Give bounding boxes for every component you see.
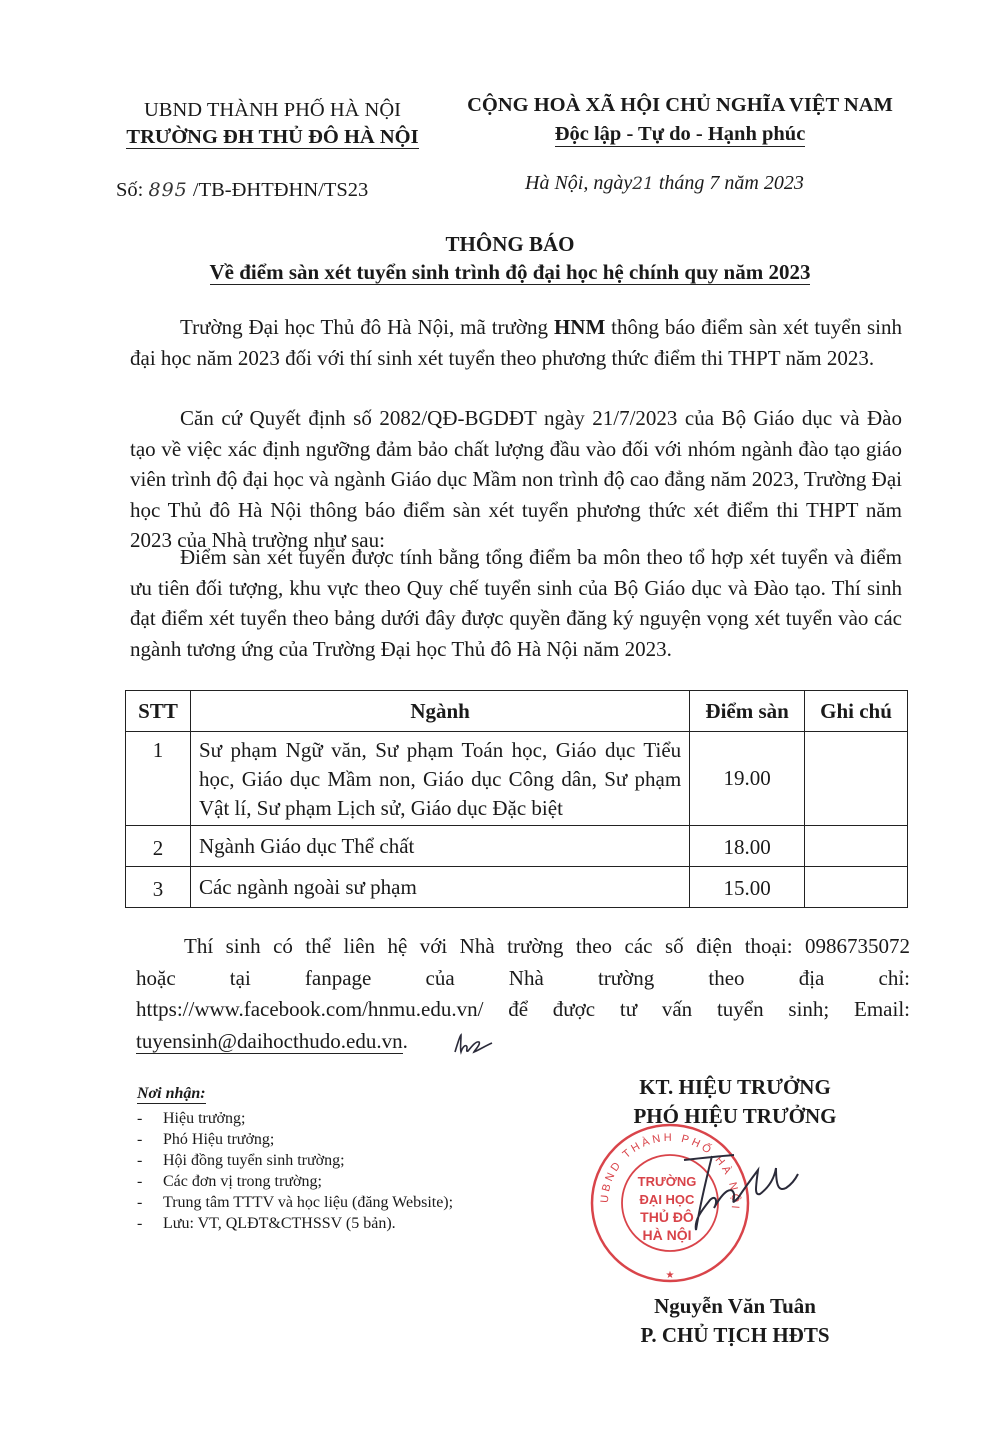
header-stt: STT bbox=[126, 691, 191, 732]
contact-paragraph bbox=[136, 931, 910, 1057]
handwritten-initial bbox=[452, 1032, 494, 1056]
school-name: TRƯỜNG ĐH THỦ ĐÔ HÀ NỘI bbox=[126, 126, 419, 148]
signature-title-2: PHÓ HIỆU TRƯỞNG bbox=[633, 1104, 837, 1128]
stamp-line: HÀ NỘI bbox=[642, 1227, 692, 1243]
header-ghi-chu: Ghi chú bbox=[805, 691, 908, 732]
cell-nganh: Sư phạm Ngữ văn, Sư phạm Toán học, Giáo dục Tiểu học, Giáo dục Mầm non, Giáo dục Công dân, Sư phạm Vật lí, Sư phạm Lịch sử, Giáo dục Đặc biệt bbox=[190, 732, 689, 826]
handwritten-day: 21 bbox=[632, 174, 654, 194]
cell-stt: 3 bbox=[126, 867, 191, 908]
stamp-line: THỦ ĐÔ bbox=[640, 1209, 694, 1225]
recipients-label: Nơi nhận: bbox=[137, 1085, 206, 1102]
signer-block bbox=[590, 1292, 880, 1350]
document-title bbox=[120, 230, 900, 286]
stamp-star-icon: ★ bbox=[665, 1270, 675, 1281]
signature-title-1: KT. HIỆU TRƯỞNG bbox=[639, 1075, 831, 1099]
paragraph-intro: Trường Đại học Thủ đô Hà Nội, mã trường HNM thông báo điểm sàn xét tuyển sinh đại học năm 2023 đối với thí sinh xét tuyển theo phương thức điểm thi THPT năm 2023. bbox=[130, 315, 902, 370]
score-table bbox=[125, 690, 908, 908]
header-diem-san: Điểm sàn bbox=[690, 691, 805, 732]
stamp-line: TRƯỜNG bbox=[637, 1174, 697, 1189]
signer-role: P. CHỦ TỊCH HĐTS bbox=[640, 1323, 830, 1347]
title-subject: Về điểm sàn xét tuyển sinh trình độ đại học hệ chính quy năm 2023 bbox=[209, 260, 811, 284]
recipients-block bbox=[137, 1083, 453, 1234]
cell-ghichu bbox=[805, 732, 908, 826]
list-item: - Hội đồng tuyển sinh trường; bbox=[137, 1150, 453, 1171]
school-code: HNM bbox=[553, 315, 606, 339]
handwritten-number: 895 bbox=[148, 179, 188, 201]
document-date: Hà Nội, ngày21 tháng 7 năm 2023 bbox=[525, 172, 804, 194]
table-row bbox=[126, 826, 908, 867]
list-item: - Lưu: VT, QLĐT&CTHSSV (5 bản). bbox=[137, 1213, 453, 1234]
cell-ghichu bbox=[805, 867, 908, 908]
cell-stt: 1 bbox=[126, 732, 191, 826]
list-item: - Phó Hiệu trưởng; bbox=[137, 1129, 453, 1150]
table-header-row bbox=[126, 691, 908, 732]
cell-ghichu bbox=[805, 826, 908, 867]
stamp-line: ĐẠI HỌC bbox=[639, 1192, 695, 1207]
contact-line: Thí sinh có thể liên hệ với Nhà trường theo các số điện thoại: 0986735072 bbox=[184, 934, 910, 958]
cell-diem: 15.00 bbox=[690, 867, 805, 908]
title-main: THÔNG BÁO bbox=[445, 232, 575, 256]
list-item: - Hiệu trưởng; bbox=[137, 1108, 453, 1129]
issuing-organization bbox=[100, 97, 445, 151]
list-item: - Các đơn vị trong trường; bbox=[137, 1171, 453, 1192]
cell-stt: 2 bbox=[126, 826, 191, 867]
country-name: CỘNG HOÀ XÃ HỘI CHỦ NGHĨA VIỆT NAM bbox=[467, 94, 893, 116]
cell-nganh: Các ngành ngoài sư phạm bbox=[190, 867, 689, 908]
contact-line: hoặc tại fanpage của Nhà trường theo địa chỉ: bbox=[136, 965, 910, 990]
national-motto bbox=[440, 91, 920, 149]
cell-diem: 18.00 bbox=[690, 826, 805, 867]
signer-name: Nguyễn Văn Tuân bbox=[654, 1294, 816, 1318]
paragraph-rules: Điểm sàn xét tuyển được tính bằng tổng điểm ba môn theo tổ hợp xét tuyển và điểm ưu tiên đối tượng, khu vực theo Quy chế tuyển sinh của Bộ Giáo dục và Đào tạo. Thí sinh đạt điểm xét tuyển theo bảng dưới đây được quyền đăng ký nguyện vọng xét tuyển vào các ngành tương ứng của Trường Đại học Thủ đô Hà Nội năm 2023. bbox=[130, 545, 902, 661]
document-number: Số: 895 /TB-ĐHTĐHN/TS23 bbox=[116, 179, 369, 201]
cell-nganh: Ngành Giáo dục Thể chất bbox=[190, 826, 689, 867]
list-item: - Trung tâm TTTV và học liệu (đăng Website); bbox=[137, 1192, 453, 1213]
recipients-list bbox=[137, 1108, 453, 1234]
paragraph-legal-basis: Căn cứ Quyết định số 2082/QĐ-BGDĐT ngày 21/7/2023 của Bộ Giáo dục và Đào tạo về việc xác định ngưỡng đảm bảo chất lượng đầu vào đối với nhóm ngành đào tạo giáo viên trình độ đại học và ngành Giáo dục Mầm non trình độ cao đẳng năm 2023, Trường Đại học Thủ đô Hà Nội thông báo điểm sàn xét tuyển phương thức xét điểm thi THPT năm 2023 của Nhà trường như sau: bbox=[130, 406, 902, 552]
header-nganh: Ngành bbox=[190, 691, 689, 732]
table-row bbox=[126, 867, 908, 908]
cell-diem: 19.00 bbox=[690, 732, 805, 826]
contact-email-line: tuyensinh@daihocthudo.edu.vn. bbox=[136, 1028, 408, 1053]
motto: Độc lập - Tự do - Hạnh phúc bbox=[554, 123, 806, 145]
parent-authority: UBND THÀNH PHỐ HÀ NỘI bbox=[143, 99, 401, 121]
contact-email: tuyensinh@daihocthudo.edu.vn bbox=[136, 1028, 403, 1053]
handwritten-signature bbox=[672, 1150, 802, 1235]
contact-line: https://www.facebook.com/hnmu.edu.vn/ để được tư vấn tuyển sinh; Email: bbox=[136, 997, 910, 1021]
table-row bbox=[126, 732, 908, 826]
stamp-ring-text: UBND THÀNH PHỐ HÀ NỘI bbox=[598, 1131, 742, 1213]
